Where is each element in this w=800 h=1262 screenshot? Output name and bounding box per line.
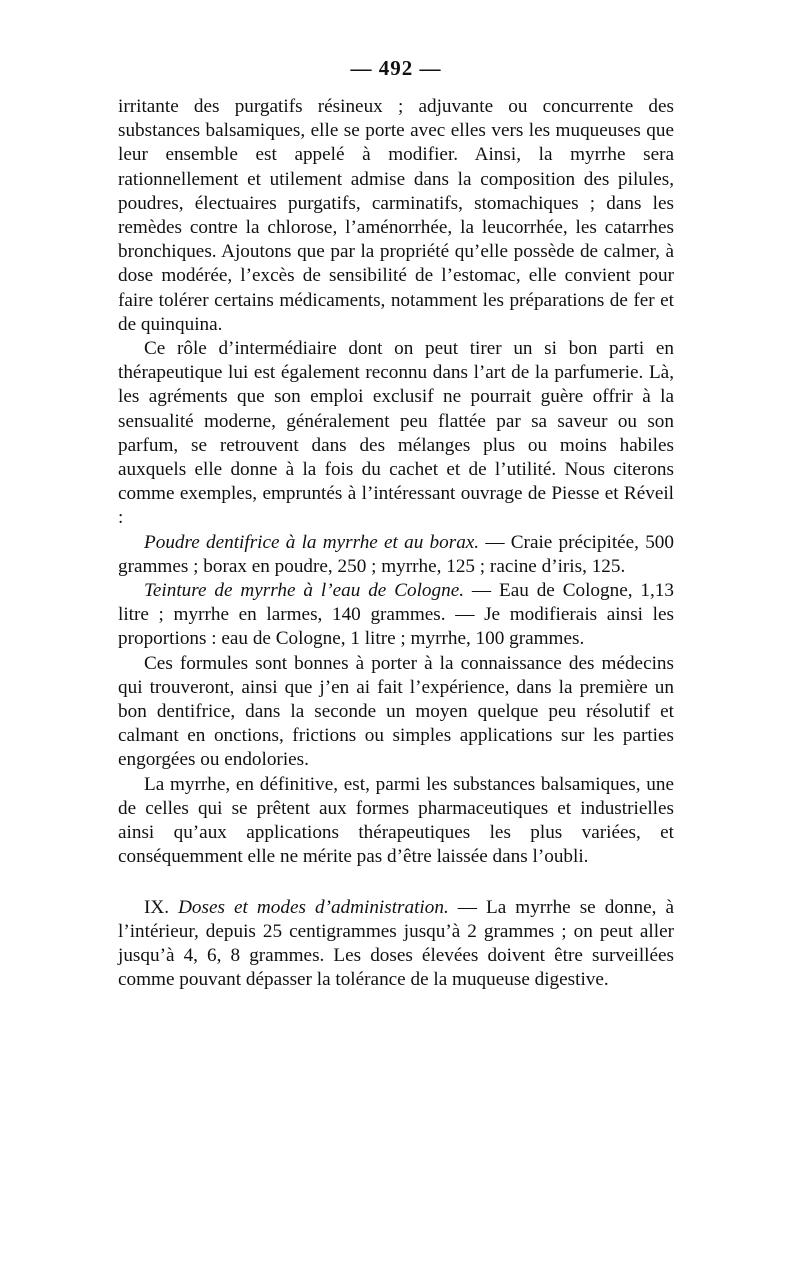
- recipe-title-tooth-powder: Poudre dentifrice à la myrrhe et au borax.: [144, 531, 480, 553]
- page-number: — 492 —: [350, 56, 442, 80]
- book-page: [118, 56, 674, 992]
- paragraph-tincture-recipe: [118, 579, 674, 652]
- section-text-doses: — La myrrhe se donne, à l’intérieur, depuis 25 centigrammes jusqu’à 2 grammes ; on peut aller jusqu’à 4, 6, 8 grammes. Les doses élevées doivent être surveillées comme pouvant dépasser la tolérance de la muqueuse digestive.: [118, 896, 674, 991]
- recipe-text-tincture: — Eau de Cologne, 1,13 litre ; myrrhe en larmes, 140 grammes. — Je modifierais ainsi les proportions : eau de Cologne, 1 litre ; myrrhe, 100 grammes.: [118, 580, 674, 650]
- paragraph-formulas-usage: Ces formules sont bonnes à porter à la connaissance des médecins qui trouveront, ainsi que j’en ai fait l’expérience, dans la première un bon dentifrice, dans la seconde un moyen quelque peu résolutif et calmant en onctions, frictions ou simples applications sur les parties engorgées ou endolories.: [118, 652, 674, 771]
- paragraph-conclusion: La myrrhe, en définitive, est, parmi les substances balsamiques, une de celles qui se prêtent aux formes pharmaceutiques et industrielles ainsi qu’aux applications thérapeutiques les plus variées, et conséquemment elle ne mérite pas d’être laissée dans l’oubli.: [118, 773, 674, 868]
- section-title-doses: Doses et modes d’administration.: [178, 896, 449, 918]
- section-number: IX.: [144, 896, 179, 918]
- paragraph-tooth-powder-recipe: [118, 531, 674, 579]
- paragraph-perfumery: Ce rôle d’intermédiaire dont on peut tirer un si bon parti en thérapeutique lui est également reconnu dans l’art de la parfumerie. Là, les agréments que son emploi exclusif ne pourrait guère offrir à la sensualité moderne, généralement peu flattée par sa saveur ou son parfum, se retrouvent dans des mélanges plus ou moins habiles auxquels elle donne à la fois du cachet et de l’utilité. Nous citerons comme exemples, empruntés à l’intéressant ouvrage de Piesse et Réveil :: [118, 338, 674, 529]
- recipe-title-tincture: Teinture de myrrhe à l’eau de Cologne.: [144, 580, 465, 602]
- paragraph-myrrh-purgatives: irritante des purgatifs résineux ; adjuvante ou concurrente des substances balsamiques, elle se porte avec elles vers les muqueuses que leur ensemble est appelé à modifier. Ainsi, la myrrhe sera rationnellement et utilement admise dans la composition des pilules, poudres, électuaires purgatifs, carminatifs, stomachiques ; dans les remèdes contre la chlorose, l’aménorrhée, la leucorrhée, les catarrhes bronchiques. Ajoutons que par la propriété qu’elle possède de calmer, à dose modérée, l’excès de sensibilité de l’estomac, elle convient pour faire tolérer certains médicaments, notamment les préparations de fer et de quinquina.: [118, 96, 674, 335]
- section-ix-doses: [118, 896, 674, 993]
- recipe-text-tooth-powder: — Craie précipitée, 500 grammes ; borax en poudre, 250 ; myrrhe, 125 ; racine d’iris, 125.: [118, 531, 674, 577]
